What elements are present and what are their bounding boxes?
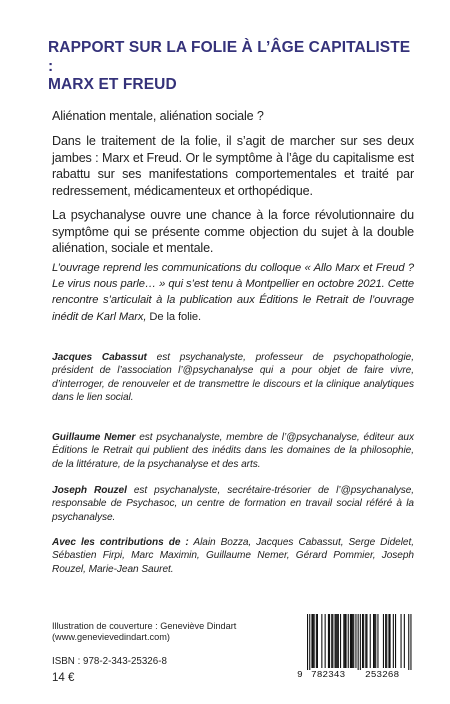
barcode-bar [336, 614, 337, 668]
contributors-list: Alain Bozza, Jacques Cabassut, Serge Didelet, Sébastien Firpi, Marc Maximin, Guillaume Nemer, Gérard Pommier, Joseph Rouzel, Marie-Jean Sauret. [52, 537, 415, 575]
barcode-bar [321, 614, 322, 668]
barcode-bar [362, 614, 363, 668]
barcode-bar [375, 614, 376, 668]
barcode-bar [365, 614, 366, 668]
barcode-bar [348, 614, 349, 668]
barcode-bar [370, 614, 371, 668]
author-bio-text: est psychanalyste, membre de l’@psychanalyse, éditeur aux Éditions le Retrait qui publient des inédits dans les domaines de la philosophie, de la littérature, de la psychanalyse et des arts. [52, 432, 414, 470]
author-name: Jacques Cabassut [52, 352, 147, 363]
barcode-first-digit: 9 [297, 669, 303, 680]
barcode-bar [401, 614, 402, 668]
barcode-bar [329, 614, 330, 668]
barcode-bar [331, 614, 332, 668]
author-bio-rouzel [52, 484, 414, 524]
contributors-label: Avec les contributions de : [52, 537, 189, 548]
barcode-bar [338, 614, 339, 668]
book-title-reference: De la folie. [146, 310, 202, 323]
credit-line-2: (www.genevievedindart.com) [52, 632, 170, 643]
barcode-bar [317, 614, 318, 668]
barcode-bar [340, 614, 341, 668]
author-name: Joseph Rouzel [52, 485, 127, 496]
barcode-bar [385, 614, 386, 668]
credit-line-1: Illustration de couverture : Geneviève Dindart [52, 621, 237, 631]
intro-text: L’ouvrage reprend les communications du colloque « Allo Marx et Freud ? Le virus nous parle… » qui s’est tenu à Montpellier en octobre 2021. Cette rencontre s’articulait à la publication aux Éditions le Retrait de l’ouvrage inédit de Karl Marx, [52, 262, 414, 323]
barcode-bar [325, 614, 326, 668]
barcode-bar [344, 614, 345, 668]
barcode-digits [297, 669, 421, 680]
barcode-bar [390, 614, 391, 668]
barcode-guard-bar [408, 614, 409, 670]
barcode-bar [328, 614, 329, 668]
barcode-bar [335, 614, 336, 668]
barcode-bar [393, 614, 394, 668]
barcode-bar [311, 614, 312, 668]
barcode-bar [377, 614, 378, 668]
barcode-bar [343, 614, 344, 668]
barcode-bar [337, 614, 338, 668]
colloquium-intro [52, 260, 414, 325]
barcode-bar [314, 614, 315, 668]
barcode-bar [395, 614, 396, 668]
barcode-guard-bar [360, 614, 361, 670]
barcode-guard-bar [358, 614, 359, 670]
barcode-guard-bar [309, 614, 310, 670]
barcode-bar [313, 614, 314, 668]
barcode-bar [363, 614, 364, 668]
ean-barcode [297, 612, 421, 680]
barcode-bar [350, 614, 351, 668]
barcode-right-group: 253268 [365, 669, 400, 680]
author-name: Guillaume Nemer [52, 432, 136, 443]
summary-paragraph-2: La psychanalyse ouvre une chance à la force révolutionnaire du symptôme qui se présente comme objection du sujet à la double aliénation, sociale et mentale. [52, 208, 414, 256]
barcode-left-group: 782343 [311, 669, 346, 680]
title-line-1: RAPPORT SUR LA FOLIE À L’ÂGE CAPITALISTE : [48, 39, 411, 75]
barcode-bar [404, 614, 405, 668]
title-line-2: MARX ET FREUD [48, 76, 177, 93]
barcode-bar [388, 614, 389, 668]
cover-illustration-credit [52, 621, 272, 643]
barcode-bar [346, 614, 347, 668]
barcode-bar [386, 614, 387, 668]
barcode-bar [355, 614, 356, 668]
author-bio-cabassut [52, 351, 414, 405]
barcode-bars [297, 612, 421, 670]
barcode-bar [366, 614, 367, 668]
barcode-bar [332, 614, 333, 668]
summary-question: Aliénation mentale, aliénation sociale ? [52, 109, 264, 123]
author-bio-text: est psychanalyste, professeur de psychopathologie, président de l’association l’@psychanalyse qui a pour objet de faire vivre, d’interroger, de renouveler et de transmettre le discours et la clinique analytiques dans le lien social. [52, 352, 414, 404]
author-bio-text: est psychanalyste, secrétaire-trésorier de l’@psychanalyse, responsable de Psychasoc, un centre de formation en travail social référé à la psychanalyse. [52, 485, 415, 523]
summary-paragraph-1: Dans le traitement de la folie, il s’agit de marcher sur ses deux jambes : Marx et Freud. Or le symptôme à l’âge du capitalisme est rabattu sur ses manifestations comportementales et traité par redressement, médicamenteux et orthopédique. [52, 134, 414, 198]
isbn: ISBN : 978-2-343-25326-8 [52, 656, 167, 667]
barcode-guard-bar [410, 614, 411, 670]
barcode-bar [352, 614, 353, 668]
contributors [52, 536, 414, 576]
page-title [48, 39, 418, 95]
barcode-guard-bar [307, 614, 308, 670]
barcode-bar [374, 614, 375, 668]
author-bio-nemer [52, 431, 414, 471]
barcode-bar [351, 614, 352, 668]
barcode-bar [373, 614, 374, 668]
barcode-bar [316, 614, 317, 668]
barcode-bar [353, 614, 354, 668]
barcode-bar [383, 614, 384, 668]
price: 14 € [52, 672, 75, 684]
